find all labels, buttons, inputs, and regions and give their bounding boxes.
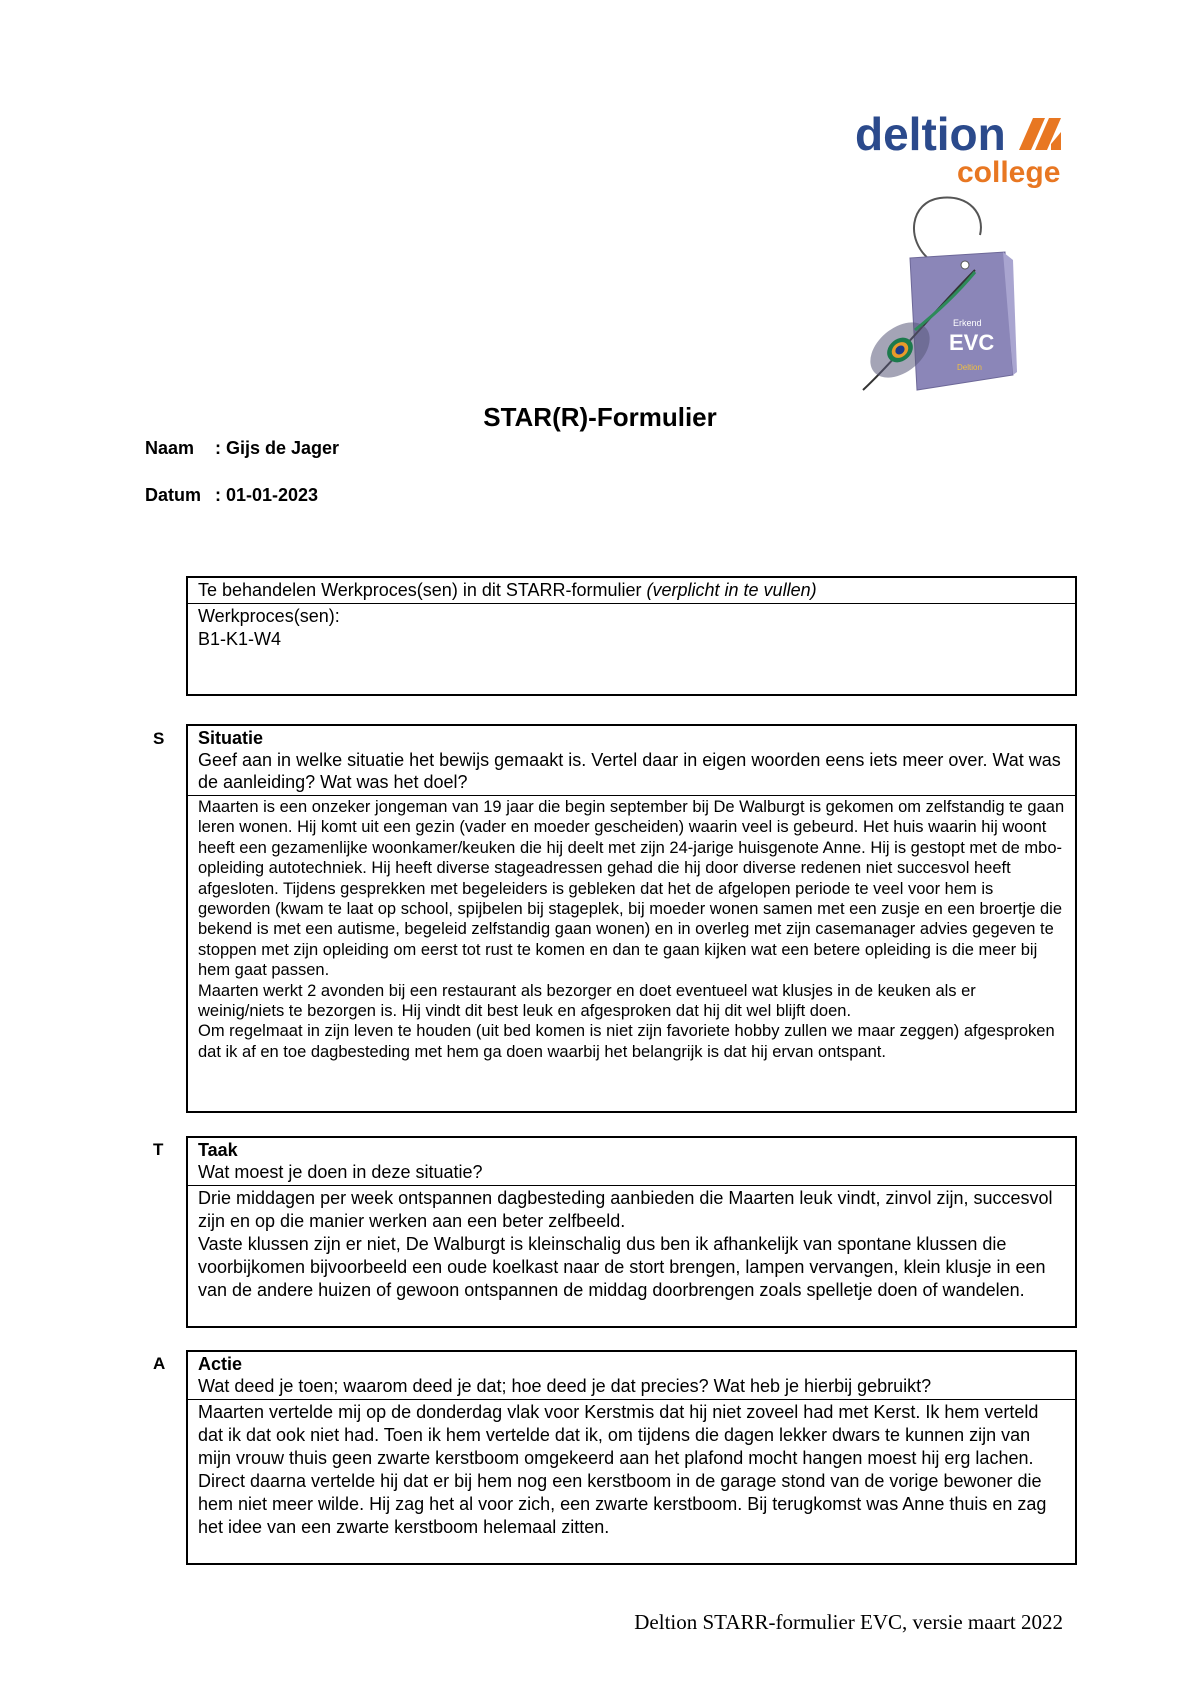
naam-row [145, 438, 339, 459]
taak-paragraph: Vaste klussen zijn er niet, De Walburgt is kleinschalig dus ben ik afhankelijk van spontane klussen die voorbijkomen bijvoorbeeld een oude koelkast naar de stort brengen, lampen vervangen, klein klusje in een van de andere huizen of gewoon ontspannen de middag doorbrengen zoals spelletje doen of wandelen. [198, 1234, 1046, 1300]
tag-line1: Erkend [953, 318, 982, 328]
situatie-paragraph: Maarten werkt 2 avonden bij een restaurant als bezorger en doet eventueel wat klusjes in de keuken als er weinig/niets te bezorgen is. Hij vindt dit best leuk en afgesproken dat hij dit wel blijft doen. [198, 981, 976, 1021]
werkproces-body [188, 604, 1075, 652]
taak-box [186, 1136, 1077, 1328]
situatie-header [188, 726, 1075, 796]
taak-paragraph: Drie middagen per week ontspannen dagbesteding aanbieden die Maarten leuk vindt, zinvol zijn, succesvol zijn en op die manier werken aan een beter zelfbeeld. [198, 1188, 1053, 1231]
situatie-paragraph: Maarten is een onzeker jongeman van 19 jaar die begin september bij De Walburgt is gekomen om zelfstandig te gaan leren wonen. Hij komt uit een gezin (vader en moeder gescheiden) waarin veel is gebeurd. Het huis waarin hij woont heeft een gezamenlijke woonkamer/keuken die hij deelt met zijn 24-jarige huisgenote Anne. Hij is gestopt met de mbo-opleiding autotechniek. Hij heeft diverse stageadressen gehad die hij door diverse redenen niet succesvol heeft afgesloten. Tijdens gesprekken met begeleiders is gebleken dat het de afgelopen periode te veel voor hem is geworden (kwam te laat op school, spijbelen bij stageplek, bij moeder wonen samen met een zusje en een broertje die bekend is met een autisme, begeleid zelfstandig gaan wonen) en in overleg met zijn casemanager advies gegeven te stoppen met zijn opleiding om eerst tot rust te komen en dan te gaan kijken wat een betere opleiding is die meer bij hem gaat passen. [198, 798, 1065, 980]
werkproces-header-note: (verplicht in te vullen) [646, 580, 817, 600]
situatie-box [186, 724, 1077, 1113]
tag-line2: Deltion [957, 363, 982, 372]
naam-value: : Gijs de Jager [215, 438, 340, 458]
taak-body [188, 1186, 1075, 1303]
taak-header [188, 1138, 1075, 1186]
situatie-body [188, 796, 1075, 1063]
letter-t: T [153, 1140, 164, 1159]
werkproces-box [186, 576, 1077, 696]
naam-label: Naam [145, 438, 195, 458]
situatie-heading: Situatie [198, 728, 264, 748]
logo-sub: college [957, 156, 1061, 189]
actie-body [188, 1400, 1075, 1540]
actie-question: Wat deed je toen; waarom deed je dat; hoe deed je dat precies? Wat heb je hierbij gebruikt? [198, 1376, 932, 1396]
evc-tag-emblem [855, 190, 1025, 400]
actie-header [188, 1352, 1075, 1400]
taak-question: Wat moest je doen in deze situatie? [198, 1162, 483, 1182]
actie-heading: Actie [198, 1354, 243, 1374]
situatie-question: Geef aan in welke situatie het bewijs gemaakt is. Vertel daar in eigen woorden eens iets meer over. Wat was de aanleiding? Wat was het doel? [198, 750, 1061, 792]
werkproces-header [188, 578, 1075, 604]
situatie-paragraph: Om regelmaat in zijn leven te houden (uit bed komen is niet zijn favoriete hobby zullen we maar zeggen) afgesproken dat ik af en toe dagbesteding met hem ga doen waarbij het belangrijk is dat hij ervan ontspant. [198, 1022, 1055, 1061]
letter-s: S [153, 729, 165, 748]
werkproces-header-text: Te behandelen Werkproces(sen) in dit STARR-formulier [198, 580, 647, 600]
logo-brand: deltion [855, 110, 1006, 160]
deltion-college-logo [855, 110, 1095, 400]
datum-label: Datum [145, 485, 202, 505]
tag-main: EVC [949, 330, 995, 355]
taak-heading: Taak [198, 1140, 238, 1160]
actie-box [186, 1350, 1077, 1565]
slashes-icon [1019, 118, 1061, 150]
datum-row [145, 485, 318, 506]
deltion-wordmark [855, 110, 1095, 190]
letter-a: A [153, 1354, 166, 1373]
datum-value: : 01-01-2023 [215, 485, 319, 505]
werkproces-label: Werkproces(sen): [198, 606, 340, 626]
werkproces-value: B1-K1-W4 [198, 629, 282, 649]
actie-paragraph: Maarten vertelde mij op de donderdag vlak voor Kerstmis dat hij niet zoveel had met Kerst. Ik hem verteld dat ik dat ook niet had. Toen ik hem vertelde dat ik, om tijdens die dagen lekker dwars te kunnen zijn van mijn vrouw thuis geen zwarte kerstboom omgekeerd aan het plafond mocht hangen moest hij erg lachen. Direct daarna vertelde hij dat er bij hem nog een kerstboom in de garage stond van de vorige bewoner die hem niet meer wilde. Hij zag het al voor zich, een zwarte kerstboom. Bij terugkomst was Anne thuis en zag het idee van een zwarte kerstboom helemaal zitten. [198, 1402, 1047, 1537]
page-footer: Deltion STARR-formulier EVC, versie maart 2022 [634, 1610, 1063, 1634]
page-title: STAR(R)-Formulier [483, 402, 717, 432]
